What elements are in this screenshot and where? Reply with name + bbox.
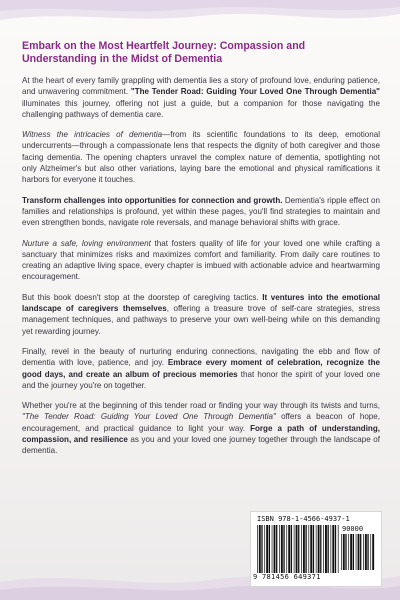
paragraph-caregivers: [22, 292, 380, 337]
paragraph-transform: [22, 195, 380, 229]
headline: Embark on the Most Heartfelt Journey: Compassion and Understanding in the Midst of Dementia: [22, 40, 306, 65]
p7-text-c: offers a beacon of hope, encouragement, and practical guidance to light your way.: [22, 412, 380, 433]
p7-text-a: Whether you're at the beginning of this tender road or finding your way through its twists and turns,: [22, 401, 380, 411]
paragraph-nurture: [22, 238, 380, 283]
p3-emphasis: Transform challenges into opportunities for connection and growth.: [22, 195, 283, 205]
paragraph-closing: [22, 400, 380, 456]
isbn-label: ISBN 978-1-4566-4937-1: [257, 515, 350, 523]
p6-emphasis: Embrace every moment of celebration, recognize the good days, and create an album of precious memories: [22, 358, 380, 379]
p6-text-a: Finally, revel in the beauty of nurturing enduring connections, navigating the ebb and flow of dementia with love, patience, and joy.: [22, 346, 380, 368]
top-wave-decoration: [0, 0, 400, 34]
p2-emphasis: Witness the intricacies of dementia: [22, 130, 163, 140]
price-addon-number: 90000: [342, 525, 364, 533]
paragraph-connections: [22, 346, 380, 391]
p4-text: that fosters quality of life for your loved one while crafting a sanctuary that minimizes risks and maximizes comfort and familiarity. From daily care routines to creating an adaptive living space, every chapter is imbued with actionable advice and heartwarming encouragement.: [22, 238, 380, 282]
p1-book-title: "The Tender Road: Guiding Your Loved One Through Dementia": [130, 87, 380, 97]
back-cover-text: [22, 40, 380, 466]
p7-emphasis: Forge a path of understanding, compassion, and resilience: [22, 423, 380, 445]
p7-book-title: "The Tender Road: Guiding Your Loved One Through Dementia": [22, 412, 276, 422]
p5-text-a: But this book doesn't stop at the doorstep of caregiving tactics.: [22, 292, 263, 302]
addon-barcode-bars: [341, 534, 375, 570]
p5-text-c: , offering a treasure trove of self-care strategies, stress management techniques, and pathways to preserve your own well-being while on this demanding yet rewarding journey.: [22, 304, 380, 336]
p4-emphasis: Nurture a safe, loving environment: [22, 238, 151, 248]
p6-text-c: that honor the spirit of your loved one and the journey you're on together.: [22, 369, 380, 390]
isbn-barcode: [250, 511, 382, 587]
ean-barcode-bars: [257, 525, 339, 573]
paragraph-intricacies: [22, 129, 380, 185]
p7-text-e: as you and your loved one journey together through the landscape of dementia.: [22, 435, 380, 456]
p3-text: Dementia's ripple effect on families and relationships is profound, yet within these pages, you'll find strategies to maintain and even strengthen bonds, navigate role reversals, and manage behavioral shifts with grace.: [22, 195, 381, 228]
p1-text-c: illuminates this journey, offering not just a guide, but a companion for those navigating the challenging pathways of dementia care.: [22, 98, 380, 119]
p1-text-a: At the heart of every family grappling with dementia lies a story of profound love, enduring patience, and unwavering commitment.: [22, 76, 380, 97]
paragraph-intro: [22, 75, 380, 120]
p2-text: —from its scientific foundations to its deep, emotional undercurrents—through a compassionate lens that respects the dignity of both caregiver and those facing dementia. The opening chapters unravel the complex nature of dementia, spotlighting not only Alzheimer's but also other variations, laying bare the emotional and physical ramifications it harbors for everyone it touches.: [22, 130, 381, 185]
ean-digits: 9 781456 649371: [253, 573, 321, 581]
p5-emphasis: It ventures into the emotional landscape of caregivers themselves: [22, 292, 380, 314]
